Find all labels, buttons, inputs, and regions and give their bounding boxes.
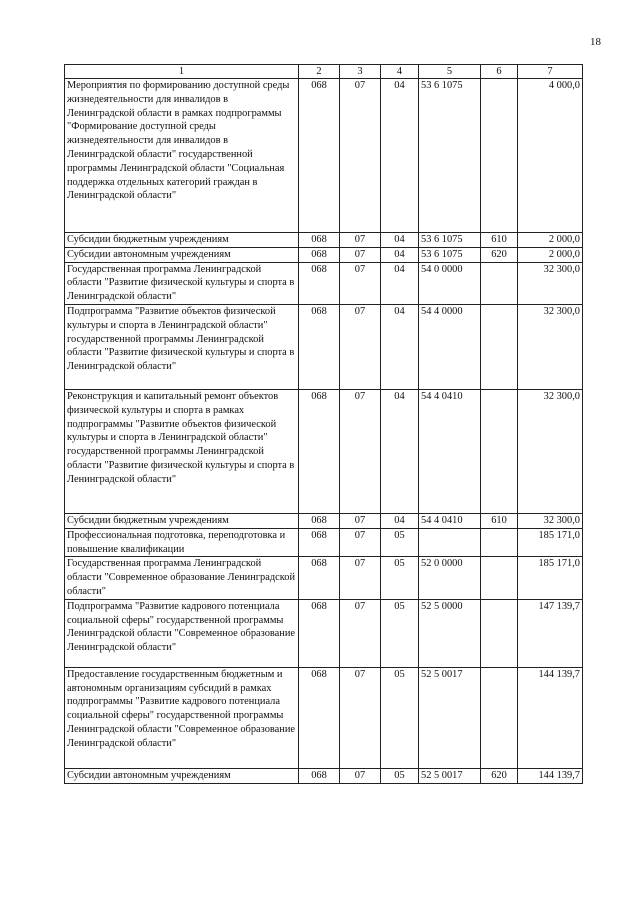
cell-description: Предоставление государственным бюджетным и автономным организациям субсидий в рамках подпрограммы "Развитие кадрового потенциала социальной сферы" государственной программы Ленинградской области "Современное образование Ленинградской области" <box>65 667 299 768</box>
cell-description: Субсидии бюджетным учреждениям <box>65 233 299 248</box>
table-row <box>65 389 583 513</box>
cell-description: Мероприятия по формированию доступной среды жизнедеятельности для инвалидов в Ленинградской области в рамках подпрограммы "Формирование доступной среды жизнедеятельности для инвалидов в Ленинградской области" государственной программы Ленинградской области "Социальная поддержка отдельных категорий граждан в Ленинградской области" <box>65 79 299 233</box>
cell-subsection-code: 04 <box>381 389 419 513</box>
cell-target-article: 52 5 0000 <box>419 599 481 667</box>
cell-description: Государственная программа Ленинградской области "Развитие физической культуры и спорта в Ленинградской области" <box>65 262 299 304</box>
cell-section-code: 07 <box>340 247 381 262</box>
header-row <box>65 65 583 79</box>
header-col-6: 6 <box>481 65 518 79</box>
cell-subsection-code: 04 <box>381 262 419 304</box>
cell-subsection-code: 04 <box>381 247 419 262</box>
table-row <box>65 557 583 599</box>
cell-target-article <box>419 528 481 557</box>
cell-ministry-code: 068 <box>299 528 340 557</box>
cell-section-code: 07 <box>340 389 381 513</box>
table-row <box>65 599 583 667</box>
cell-description: Подпрограмма "Развитие объектов физической культуры и спорта в Ленинградской области" государственной программы Ленинградской области "Развитие физической культуры и спорта в Ленинградской области" <box>65 304 299 389</box>
cell-subsection-code: 04 <box>381 513 419 528</box>
cell-subsection-code: 05 <box>381 528 419 557</box>
cell-description: Субсидии автономным учреждениям <box>65 768 299 783</box>
cell-expense-type <box>481 79 518 233</box>
cell-amount: 144 139,7 <box>518 667 583 768</box>
header-col-1: 1 <box>65 65 299 79</box>
cell-amount: 185 171,0 <box>518 528 583 557</box>
table-row <box>65 233 583 248</box>
table-row <box>65 513 583 528</box>
header-col-7: 7 <box>518 65 583 79</box>
cell-target-article: 54 4 0000 <box>419 304 481 389</box>
cell-subsection-code: 04 <box>381 304 419 389</box>
cell-description: Реконструкция и капитальный ремонт объектов физической культуры и спорта в рамках подпрограммы "Развитие объектов физической культуры и спорта в Ленинградской области" государственной программы Ленинградской области "Развитие физической культуры и спорта в Ленинградской области" <box>65 389 299 513</box>
cell-amount: 144 139,7 <box>518 768 583 783</box>
cell-subsection-code: 05 <box>381 557 419 599</box>
cell-expense-type <box>481 262 518 304</box>
cell-description: Государственная программа Ленинградской области "Современное образование Ленинградской области" <box>65 557 299 599</box>
cell-target-article: 53 6 1075 <box>419 247 481 262</box>
cell-ministry-code: 068 <box>299 557 340 599</box>
table-row <box>65 528 583 557</box>
cell-expense-type <box>481 557 518 599</box>
cell-target-article: 54 4 0410 <box>419 389 481 513</box>
cell-section-code: 07 <box>340 513 381 528</box>
cell-subsection-code: 04 <box>381 233 419 248</box>
table-row <box>65 768 583 783</box>
cell-subsection-code: 05 <box>381 667 419 768</box>
cell-amount: 4 000,0 <box>518 79 583 233</box>
cell-ministry-code: 068 <box>299 599 340 667</box>
cell-ministry-code: 068 <box>299 79 340 233</box>
cell-expense-type: 620 <box>481 247 518 262</box>
cell-section-code: 07 <box>340 262 381 304</box>
cell-target-article: 52 5 0017 <box>419 768 481 783</box>
cell-target-article: 53 6 1075 <box>419 233 481 248</box>
cell-subsection-code: 05 <box>381 599 419 667</box>
cell-ministry-code: 068 <box>299 768 340 783</box>
cell-expense-type <box>481 667 518 768</box>
table-row <box>65 247 583 262</box>
cell-section-code: 07 <box>340 79 381 233</box>
cell-target-article: 52 5 0017 <box>419 667 481 768</box>
cell-ministry-code: 068 <box>299 667 340 768</box>
table-row <box>65 262 583 304</box>
cell-description: Профессиональная подготовка, переподготовка и повышение квалификации <box>65 528 299 557</box>
cell-section-code: 07 <box>340 557 381 599</box>
cell-description: Подпрограмма "Развитие кадрового потенциала социальной сферы" государственной программы Ленинградской области "Современное образование Ленинградской области" <box>65 599 299 667</box>
table-row <box>65 304 583 389</box>
header-col-3: 3 <box>340 65 381 79</box>
page-number: 18 <box>590 36 601 48</box>
cell-section-code: 07 <box>340 304 381 389</box>
cell-amount: 32 300,0 <box>518 304 583 389</box>
cell-description: Субсидии бюджетным учреждениям <box>65 513 299 528</box>
header-col-2: 2 <box>299 65 340 79</box>
cell-target-article: 52 0 0000 <box>419 557 481 599</box>
cell-amount: 2 000,0 <box>518 247 583 262</box>
cell-subsection-code: 05 <box>381 768 419 783</box>
cell-description: Субсидии автономным учреждениям <box>65 247 299 262</box>
cell-amount: 32 300,0 <box>518 513 583 528</box>
cell-expense-type: 620 <box>481 768 518 783</box>
cell-amount: 32 300,0 <box>518 262 583 304</box>
cell-target-article: 54 0 0000 <box>419 262 481 304</box>
cell-target-article: 53 6 1075 <box>419 79 481 233</box>
cell-expense-type <box>481 528 518 557</box>
cell-expense-type <box>481 599 518 667</box>
cell-target-article: 54 4 0410 <box>419 513 481 528</box>
cell-expense-type: 610 <box>481 513 518 528</box>
cell-subsection-code: 04 <box>381 79 419 233</box>
cell-ministry-code: 068 <box>299 247 340 262</box>
cell-expense-type: 610 <box>481 233 518 248</box>
cell-amount: 32 300,0 <box>518 389 583 513</box>
table-row <box>65 79 583 233</box>
cell-ministry-code: 068 <box>299 304 340 389</box>
cell-section-code: 07 <box>340 599 381 667</box>
cell-expense-type <box>481 389 518 513</box>
cell-section-code: 07 <box>340 667 381 768</box>
cell-section-code: 07 <box>340 768 381 783</box>
cell-expense-type <box>481 304 518 389</box>
cell-ministry-code: 068 <box>299 262 340 304</box>
table-row <box>65 667 583 768</box>
cell-section-code: 07 <box>340 233 381 248</box>
header-col-5: 5 <box>419 65 481 79</box>
header-col-4: 4 <box>381 65 419 79</box>
cell-ministry-code: 068 <box>299 513 340 528</box>
cell-amount: 2 000,0 <box>518 233 583 248</box>
budget-table <box>64 64 583 784</box>
cell-amount: 185 171,0 <box>518 557 583 599</box>
cell-ministry-code: 068 <box>299 389 340 513</box>
cell-ministry-code: 068 <box>299 233 340 248</box>
cell-amount: 147 139,7 <box>518 599 583 667</box>
cell-section-code: 07 <box>340 528 381 557</box>
